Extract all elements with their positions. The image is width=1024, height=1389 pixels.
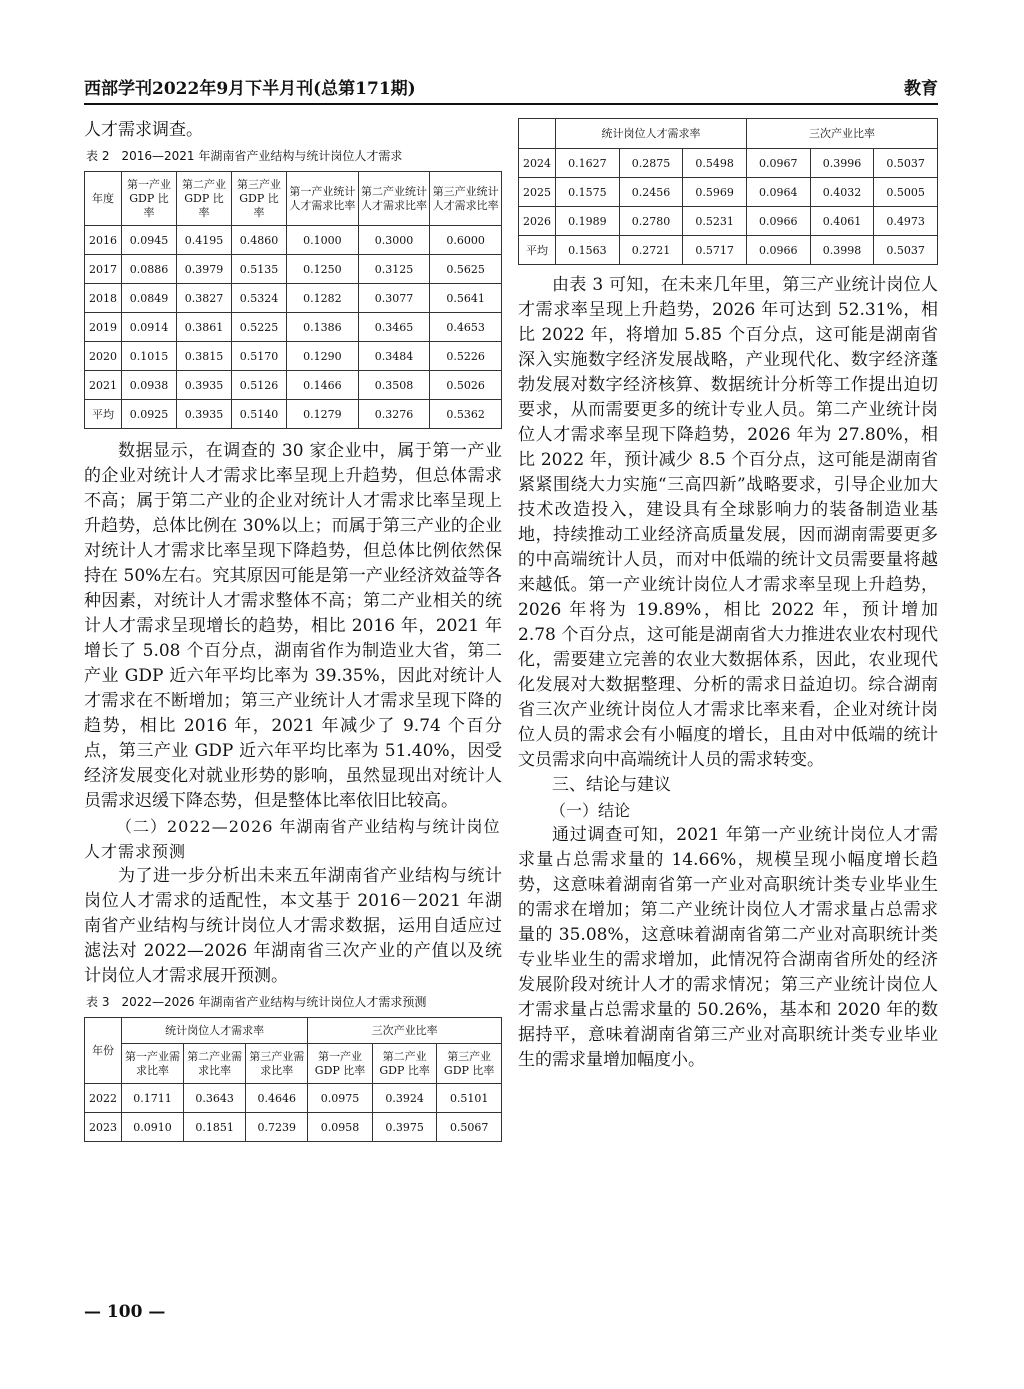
table-cell: 0.3979 xyxy=(177,255,232,284)
table3-caption: 表 3 2022—2026 年湖南省产业结构与统计岗位人才需求预测 xyxy=(86,995,427,1009)
table2-header: 第一产业GDP 比率 xyxy=(122,172,177,226)
table3-group: 三次产业比率 xyxy=(308,1018,502,1044)
table3-continued xyxy=(518,118,938,265)
table3-header: 第一产业GDP 比率 xyxy=(308,1044,373,1084)
table-cell: 0.3996 xyxy=(810,149,874,178)
table-cell: 0.5231 xyxy=(683,207,747,236)
table-cell: 0.3125 xyxy=(358,255,430,284)
table3-header: 第二产业需求比率 xyxy=(184,1044,246,1084)
table-row xyxy=(85,1113,502,1142)
table-cell: 0.1851 xyxy=(184,1113,246,1142)
table-cell: 0.0966 xyxy=(746,236,810,265)
table-cell: 0.0966 xyxy=(746,207,810,236)
table-cell: 0.5170 xyxy=(232,342,287,371)
table-row xyxy=(85,371,502,400)
table-cell: 0.5037 xyxy=(874,149,938,178)
table2-header: 第二产业GDP 比率 xyxy=(177,172,232,226)
page-header xyxy=(84,74,938,100)
table-cell: 0.1989 xyxy=(556,207,620,236)
table-cell: 0.5717 xyxy=(683,236,747,265)
table-cell: 0.3998 xyxy=(810,236,874,265)
table-cell: 0.3815 xyxy=(177,342,232,371)
table2-header: 第一产业统计人才需求比率 xyxy=(287,172,359,226)
table-cell: 0.1386 xyxy=(287,313,359,342)
table-cell: 0.5026 xyxy=(430,371,502,400)
table-cell: 0.7239 xyxy=(246,1113,308,1142)
table-cell: 0.3643 xyxy=(184,1084,246,1113)
table-cell: 0.5225 xyxy=(232,313,287,342)
table-cell: 0.3465 xyxy=(358,313,430,342)
table-cell: 2025 xyxy=(519,178,556,207)
table-cell: 2018 xyxy=(85,284,122,313)
table3 xyxy=(84,1017,502,1142)
table-row xyxy=(85,1084,502,1113)
table-row xyxy=(85,284,502,313)
table-cell: 0.0975 xyxy=(308,1084,373,1113)
paragraph-2: 为了进一步分析出未来五年湖南省产业结构与统计岗位人才需求的适配性，本文基于 2016－2021 年湖南省产业结构与统计岗位人才需求数据，运用自适应过滤法对 2022—2026 年湖南省三次产业的产值以及统计岗位人才需求展开预测。 xyxy=(84,866,502,986)
table-cell: 0.1290 xyxy=(287,342,359,371)
table-cell: 0.0886 xyxy=(122,255,177,284)
table-cell: 0.3861 xyxy=(177,313,232,342)
table3-header: 第二产业GDP 比率 xyxy=(372,1044,437,1084)
table-cell: 0.5625 xyxy=(430,255,502,284)
table3c-corner xyxy=(519,119,556,149)
table-cell: 0.5362 xyxy=(430,400,502,429)
table-cell: 0.3077 xyxy=(358,284,430,313)
table-cell: 0.4195 xyxy=(177,226,232,255)
table-cell: 0.3484 xyxy=(358,342,430,371)
table-cell: 0.1015 xyxy=(122,342,177,371)
table-cell: 0.1711 xyxy=(122,1084,184,1113)
table-row xyxy=(85,400,502,429)
table-cell: 0.1575 xyxy=(556,178,620,207)
table-cell: 0.5135 xyxy=(232,255,287,284)
table-cell: 2023 xyxy=(85,1113,122,1142)
table-cell: 0.1250 xyxy=(287,255,359,284)
table-cell: 0.1000 xyxy=(287,226,359,255)
table2-header: 年度 xyxy=(85,172,122,226)
table-cell: 0.5101 xyxy=(437,1084,502,1113)
table3-header: 第三产业GDP 比率 xyxy=(437,1044,502,1084)
table-row xyxy=(85,255,502,284)
table-cell: 0.5641 xyxy=(430,284,502,313)
table-cell: 0.4646 xyxy=(246,1084,308,1113)
table-cell: 0.5067 xyxy=(437,1113,502,1142)
table3-group: 统计岗位人才需求率 xyxy=(122,1018,308,1044)
table-row xyxy=(519,178,938,207)
table-cell: 2017 xyxy=(85,255,122,284)
table3c-group: 三次产业比率 xyxy=(746,119,937,149)
table-cell: 2020 xyxy=(85,342,122,371)
table2-header: 第二产业统计人才需求比率 xyxy=(358,172,430,226)
table-row xyxy=(85,313,502,342)
journal-title: 西部学刊2022年9月下半月刊(总第171期) xyxy=(84,79,416,99)
table-row xyxy=(85,342,502,371)
table-cell: 0.0914 xyxy=(122,313,177,342)
table-cell: 0.0945 xyxy=(122,226,177,255)
table-cell: 0.4653 xyxy=(430,313,502,342)
table-cell: 0.0938 xyxy=(122,371,177,400)
table-cell: 2022 xyxy=(85,1084,122,1113)
table-cell: 0.3000 xyxy=(358,226,430,255)
table-cell: 0.3276 xyxy=(358,400,430,429)
table-cell: 0.3935 xyxy=(177,400,232,429)
table-cell: 0.3924 xyxy=(372,1084,437,1113)
table-cell: 平均 xyxy=(85,400,122,429)
table-cell: 2026 xyxy=(519,207,556,236)
page-number: — 100 — xyxy=(84,1302,166,1322)
subheading-2: （二）2022—2026 年湖南省产业结构与统计岗位人才需求预测 xyxy=(84,817,501,861)
table-cell: 0.1466 xyxy=(287,371,359,400)
paragraph-4: 通过调查可知，2021 年第一产业统计岗位人才需求量占总需求量的 14.66%，规模呈现小幅度增长趋势，这意味着湖南省第一产业对高职统计类专业毕业生的需求在增加；第二产业统计岗位人才需求量占总需求量的 35.08%，这意味着湖南省第二产业对高职统计类专业毕业生的需求增加，此情况符合湖南省所处的经济发展阶段对统计人才的需求情况；第三产业统计岗位人才需求量占总需求量的 50.26%，基本和 2020 年的数据持平，意味着湖南省第三产业对高职统计类专业毕业生的需求量增加幅度小。 xyxy=(518,825,938,1070)
table-cell: 0.0910 xyxy=(122,1113,184,1142)
section-label: 教育 xyxy=(904,79,938,99)
table-cell: 0.1563 xyxy=(556,236,620,265)
table-cell: 0.3975 xyxy=(372,1113,437,1142)
table-cell: 0.5005 xyxy=(874,178,938,207)
table-cell: 0.3935 xyxy=(177,371,232,400)
table-row xyxy=(519,207,938,236)
table-cell: 2019 xyxy=(85,313,122,342)
table-cell: 0.5226 xyxy=(430,342,502,371)
table-row xyxy=(85,226,502,255)
table3-header: 年份 xyxy=(85,1018,122,1084)
right-column xyxy=(518,118,938,1073)
table-cell: 0.0958 xyxy=(308,1113,373,1142)
table-cell: 0.0925 xyxy=(122,400,177,429)
table3-header: 第一产业需求比率 xyxy=(122,1044,184,1084)
table-row xyxy=(519,149,938,178)
table-cell: 0.2456 xyxy=(619,178,683,207)
table-cell: 0.3508 xyxy=(358,371,430,400)
table3c-group: 统计岗位人才需求率 xyxy=(556,119,747,149)
table-cell: 0.0967 xyxy=(746,149,810,178)
table-cell: 0.1279 xyxy=(287,400,359,429)
table-cell: 0.4860 xyxy=(232,226,287,255)
left-column xyxy=(84,118,502,1142)
table-cell: 2024 xyxy=(519,149,556,178)
table-cell: 0.4032 xyxy=(810,178,874,207)
table2-caption: 表 2 2016—2021 年湖南省产业结构与统计岗位人才需求 xyxy=(86,149,403,163)
intro-text: 人才需求调查。 xyxy=(84,120,203,140)
table-cell: 2016 xyxy=(85,226,122,255)
paragraph-3: 由表 3 可知，在未来几年里，第三产业统计岗位人才需求率呈现上升趋势，2026 年可达到 52.31%，相比 2022 年，将增加 5.85 个百分点，这可能是湖南省深入实施数字经济发展战略，产业现代化、数字经济蓬勃发展对数字经济核算、数据统计分析等工作提出迫切要求，从而需要更多的统计专业人员。第二产业统计岗位人才需求率呈现下降趋势，2026 年为 27.80%，相比 2022 年，预计减少 8.5 个百分点，这可能是湖南省紧紧围绕大力实施“三高四新”战略要求，引导企业加大技术改造投入，建设具有全球影响力的装备制造业基地，持续推动工业经济高质量发展，因而湖南需要更多的中高端统计人员，而对中低端的统计文员需要量将越来越低。第一产业统计岗位人才需求率呈现上升趋势，2026 年将为 19.89%，相比 2022 年，预计增加 2.78 个百分点，这可能是湖南省大力推进农业农村现代化，需要建立完善的农业大数据体系，因此，农业现代化发展对大数据整理、分析的需求日益迫切。综合湖南省三次产业统计岗位人才需求比率来看，企业对统计岗位人员的需求会有小幅度的增长，且由对中低端的统计文员需求向中高端统计人员的需求转变。 xyxy=(518,275,938,770)
table-cell: 0.5498 xyxy=(683,149,747,178)
table-cell: 0.0849 xyxy=(122,284,177,313)
table-cell: 0.1627 xyxy=(556,149,620,178)
table2-header: 第三产业GDP 比率 xyxy=(232,172,287,226)
table-cell: 0.5324 xyxy=(232,284,287,313)
table-cell: 0.4973 xyxy=(874,207,938,236)
table-cell: 0.2780 xyxy=(619,207,683,236)
table-cell: 0.2721 xyxy=(619,236,683,265)
table-cell: 0.6000 xyxy=(430,226,502,255)
table-cell: 0.0964 xyxy=(746,178,810,207)
subheading-conclusion: （一）结论 xyxy=(550,801,631,820)
table-row xyxy=(519,236,938,265)
table-cell: 0.1282 xyxy=(287,284,359,313)
section-heading-3: 三、结论与建议 xyxy=(552,775,671,795)
table3-header: 第三产业需求比率 xyxy=(246,1044,308,1084)
table-cell: 0.3827 xyxy=(177,284,232,313)
header-rule xyxy=(84,103,938,105)
table-cell: 0.5126 xyxy=(232,371,287,400)
table-cell: 0.5969 xyxy=(683,178,747,207)
paragraph-1: 数据显示，在调查的 30 家企业中，属于第一产业的企业对统计人才需求比率呈现上升趋势，但总体需求不高；属于第二产业的企业对统计人才需求比率呈现上升趋势，总体比例在 30%以上；而属于第三产业的企业对统计人才需求比率呈现下降趋势，但总体比例依然保持在 50%左右。究其原因可能是第一产业经济效益等各种因素，对统计人才需求整体不高；第二产业相关的统计人才需求呈现增长的趋势，相比 2016 年，2021 年增长了 5.08 个百分点，湖南省作为制造业大省，第二产业 GDP 近六年平均比率为 39.35%，因此对统计人才需求在不断增加；第三产业统计人才需求呈现下降的趋势，相比 2016 年，2021 年减少了 9.74 个百分点，第三产业 GDP 近六年平均比率为 51.40%，因受经济发展变化对就业形势的影响，虽然显现出对统计人员需求迟缓下降态势，但是整体比率依旧比较高。 xyxy=(84,441,502,811)
table-cell: 0.5140 xyxy=(232,400,287,429)
table-cell: 0.4061 xyxy=(810,207,874,236)
table-cell: 0.2875 xyxy=(619,149,683,178)
table-cell: 平均 xyxy=(519,236,556,265)
table2-header: 第三产业统计人才需求比率 xyxy=(430,172,502,226)
table-cell: 2021 xyxy=(85,371,122,400)
table-cell: 0.5037 xyxy=(874,236,938,265)
table2 xyxy=(84,171,502,429)
